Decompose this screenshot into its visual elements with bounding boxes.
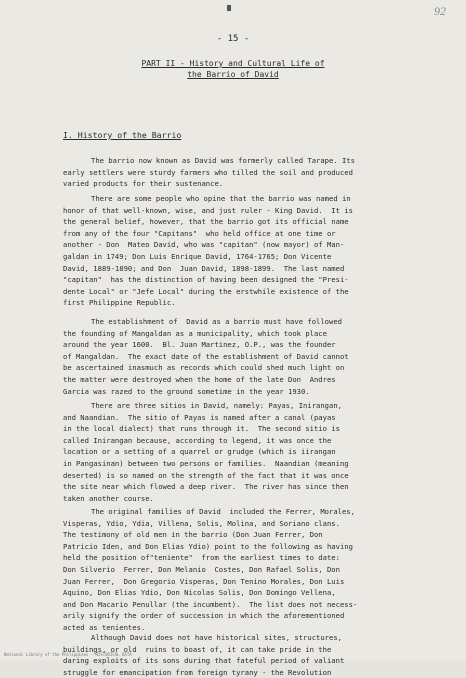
- part-title: [0, 58, 466, 80]
- page-number: - 15 -: [216, 34, 250, 44]
- text-line: galdan in 1749; Don Luis Enrique David, 1764-1765; Don Vicente: [63, 251, 332, 261]
- text-line: the matter were destroyed when the home of the late Don Andres: [63, 374, 336, 384]
- text-line: acted as tenientes.: [63, 622, 146, 632]
- text-line: deserted) is so named on the strength of the fact that it was once: [63, 470, 349, 480]
- text-line: Garcia was razed to the ground sometime in the year 1930.: [63, 386, 310, 396]
- text-line: from any of the four "Capitans" who held office at one time or: [63, 228, 336, 238]
- text-line: The testimony of old men in the barrio (Don Juan Ferrer, Don: [63, 530, 323, 540]
- text-line: The establishment of David as a barrio must have followed: [91, 317, 342, 326]
- text-line: the founding of Mangaldan as a municipality, which took place: [63, 328, 327, 338]
- scan-footer: National Library of the Philippines · HISTORICAL DATA: [4, 652, 132, 657]
- text-line: The original families of David included the Ferrer, Morales,: [91, 507, 355, 516]
- text-line: arily signify the order of succession in which the aforementioned: [63, 611, 345, 621]
- text-line: another - Don Mateo David, who was "capitan" (now mayor) of Man-: [63, 240, 345, 250]
- paragraph: [63, 155, 413, 190]
- text-line: the site near which flowed a deep river. The river has since then: [63, 482, 349, 492]
- text-line: dente Local" or "Jefe Local" during the erstwhile existence of the: [63, 286, 349, 296]
- text-line: in Pangasinan) between two persons or families. Naandian (meaning: [63, 458, 349, 468]
- text-line: buildings, or old ruins to boast of, it can take pride in the: [63, 644, 332, 654]
- paragraph: [63, 316, 413, 397]
- paragraph: [63, 400, 413, 504]
- text-line: of Mangaldan. The exact date of the establishment of David cannot: [63, 351, 349, 361]
- text-line: honor of that well-known, wise, and just ruler - King David. It is: [63, 205, 353, 215]
- text-line: be ascertained inasmuch as records which could shed much light on: [63, 363, 345, 373]
- text-line: the general belief, however, that the barrio got its official name: [63, 217, 349, 227]
- text-line: "capitan" has the distinction of having been designed the "Presi-: [63, 275, 349, 285]
- paragraph: [63, 506, 413, 634]
- text-line: There are three sitios in David, namely: Payas, Inirangan,: [91, 401, 342, 410]
- part-title-line-2: the Barrio of David: [187, 70, 279, 79]
- text-line: The barrio now known as David was formerly called Tarape. Its: [91, 156, 355, 165]
- scan-mark: [227, 5, 231, 11]
- text-line: Patricio Iden, and Don Elias Ydio) point to the following as having: [63, 541, 353, 551]
- text-line: Don Silverio Ferrer, Don Melanio Costes, Don Rafael Solis, Don: [63, 564, 340, 574]
- text-line: daring exploits of its sons during that fateful period of valiant: [63, 656, 345, 666]
- text-line: struggle for emancipation from foreign tyrany - the Revolution: [63, 667, 332, 677]
- text-line: location or a setting of a quarrel or grudge (which is iirangan: [63, 447, 336, 457]
- text-line: Aquino, Don Elias Ydio, Don Nicolas Solis, Don Domingo Vellena,: [63, 588, 336, 598]
- text-line: in the local dialect) that runs through it. The second sitio is: [63, 424, 340, 434]
- text-line: around the year 1600. Bl. Juan Martinez, O.P., was the founder: [63, 340, 336, 350]
- section-heading: I. History of the Barrio: [63, 130, 182, 140]
- part-title-line-1: PART II - History and Cultural Life of: [141, 59, 325, 68]
- text-line: held the position of"teniente" from the earliest times to date:: [63, 553, 340, 563]
- text-line: and Don Macario Penullar (the incumbent). The list does not necess-: [63, 599, 358, 609]
- text-line: David, 1889-1890; and Don Juan David, 1898-1899. The last named: [63, 263, 345, 273]
- text-line: first Philippine Republic.: [63, 298, 176, 308]
- text-line: There are some people who opine that the barrio was named in: [91, 194, 351, 203]
- text-line: early settlers were sturdy farmers who tilled the soil and produced: [63, 167, 353, 177]
- text-line: Juan Ferrer, Don Gregorio Visperas, Don Tenino Morales, Don Luis: [63, 576, 345, 586]
- text-line: varied products for their sustenance.: [63, 179, 224, 189]
- text-line: taken another course.: [63, 493, 154, 503]
- text-line: and Naandian. The sitio of Payas is named after a canal (payas: [63, 412, 336, 422]
- text-line: Visperas, Ydio, Ydia, Villena, Solis, Molina, and Soriano clans.: [63, 518, 340, 528]
- text-line: Although David does not have historical sites, structures,: [91, 633, 342, 642]
- paragraph: [63, 193, 413, 309]
- folio-number: 92: [434, 4, 446, 18]
- text-line: called Inirangan because, according to legend, it was once the: [63, 435, 332, 445]
